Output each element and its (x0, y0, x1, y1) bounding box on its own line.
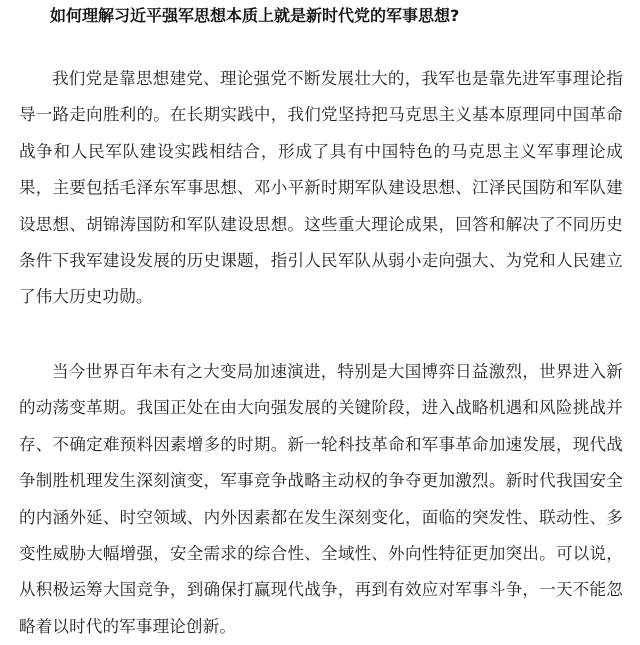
article-paragraph-2: 当今世界百年未有之大变局加速演进，特别是大国博弈日益激烈，世界进入新的动荡变革期。我国正处在由大向强发展的关键阶段，进入战略机遇和风险挑战并存、不确定难预料因素增多的时期。新一轮科技革命和军事革命加速发展，现代战争制胜机理发生深刻演变，军事竞争战略主动权的争夺更加激烈。新时代我国安全的内涵外延、时空领域、内外因素都在发生深刻变化，面临的突发性、联动性、多变性威胁大幅增强，安全需求的综合性、全域性、外向性特征更加突出。可以说，从积极运筹大国竞争，到确保打赢现代战争，再到有效应对军事斗争，一天不能忽略着以时代的军事理论创新。 (19, 362, 623, 636)
article-heading: 如何理解习近平强军思想本质上就是新时代党的军事思想? (50, 6, 460, 25)
article-paragraph-1: 我们党是靠思想建党、理论强党不断发展壮大的，我军也是靠先进军事理论指导一路走向胜利的。在长期实践中，我们党坚持把马克思主义基本原理同中国革命战争和人民军队建设实践相结合，形成了具有中国特色的马克思主义军事理论成果，主要包括毛泽东军事思想、邓小平新时期军队建设思想、江泽民国防和军队建设思想、胡锦涛国防和军队建设思想。这些重大理论成果，回答和解决了不同历史条件下我军建设发展的历史课题，指引人民军队从弱小走向强大、为党和人民建立了伟大历史功勋。 (19, 69, 623, 307)
